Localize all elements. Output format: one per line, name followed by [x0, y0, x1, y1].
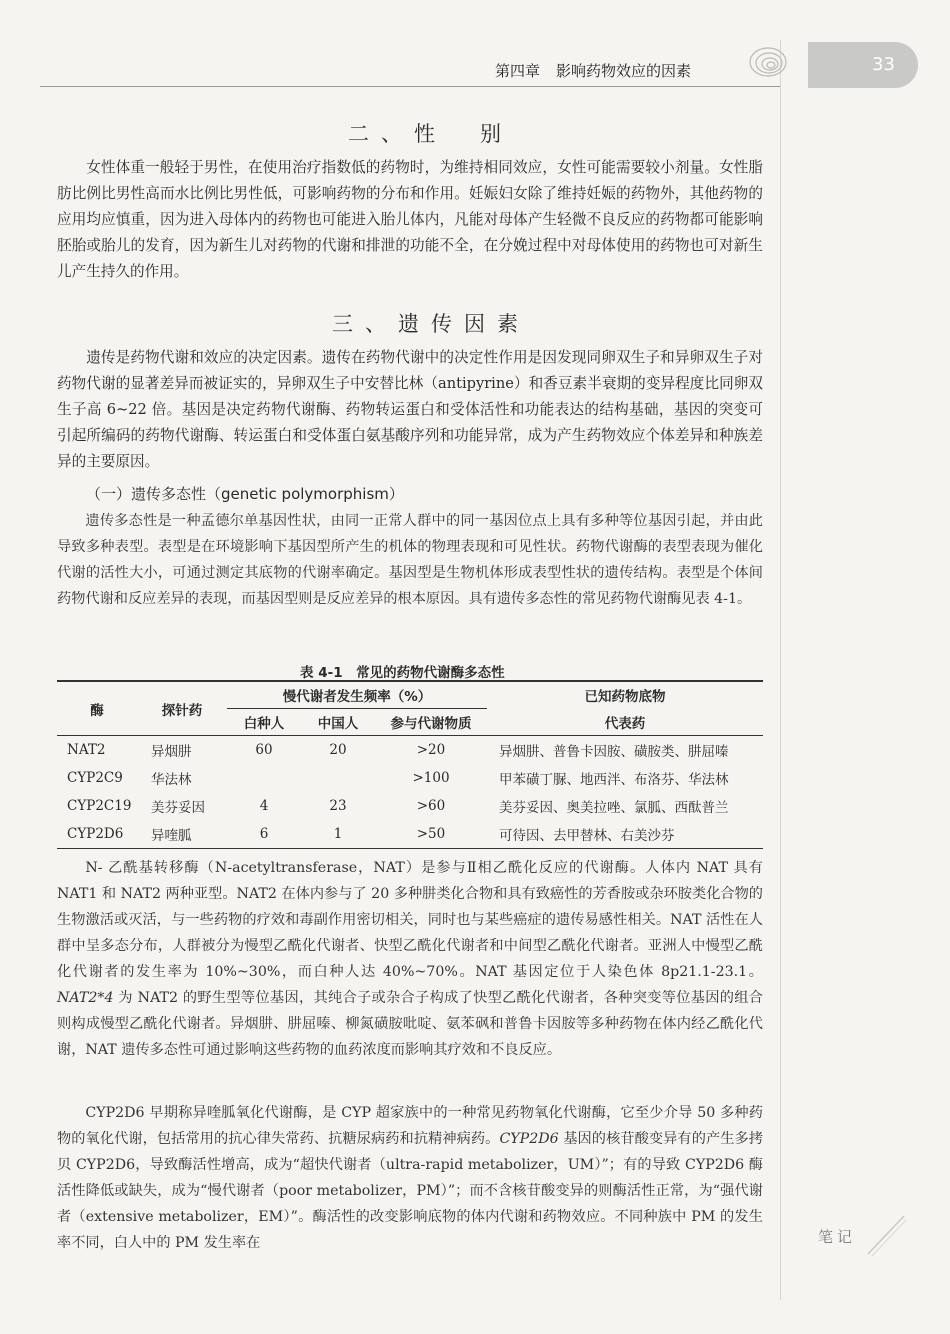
cell-probe: 异烟肼 [151, 744, 192, 760]
cell-probe: 美芬妥因 [151, 800, 205, 816]
table-caption: 表 4-1 常见的药物代谢酶多态性 [300, 665, 505, 681]
cell-involved: >100 [412, 770, 450, 786]
cell-probe: 异喹胍 [151, 828, 192, 844]
header-probe: 探针药 [137, 681, 227, 736]
header-white: 白种人 [227, 709, 301, 736]
margin-note: 笔记 [818, 1228, 857, 1246]
cell-involved: >60 [416, 798, 446, 814]
cyp-text-2: 基因的核苷酸变异有的产生多拷贝 CYP2D6，导致酶活性增高，成为“超快代谢者（ultra-rapid metabolizer，UM）”；有的导致 CYP2D6 酶活性降低或缺失，成为“慢代谢者（poor metabolizer，PM）”；而不含核苷酸变异的则酶活性正常，为“强代谢者（extensive metabolizer，EM）”。酶活性的改变影响底物的体内代谢和药物效应。不同种族中 PM 的发生率不同，白人中的 PM 发生率在 [57, 1131, 763, 1251]
page-number: 33 [872, 54, 895, 75]
gender-paragraph: 女性体重一般轻于男性，在使用治疗指数低的药物时，为维持相同效应，女性可能需要较小剂量。女性脂肪比例比男性高而水比例比男性低，可影响药物的分布和作用。妊娠妇女除了维持妊娠的药物外，其他药物的应用均应慎重，因为进入母体内的药物也可能进入胎儿体内，凡能对母体产生轻微不良反应的药物都可能影响胚胎或胎儿的发育，因为新生儿对药物的代谢和排泄的功能不全，在分娩过程中对母体使用的药物也可对新生儿产生持久的作用。 [57, 159, 763, 280]
cell-enzyme: CYP2C19 [67, 798, 132, 814]
cell-chinese [301, 764, 375, 792]
cell-chinese: 23 [329, 798, 347, 814]
table-row [57, 820, 763, 849]
cell-drugs: 异烟肼、普鲁卡因胺、磺胺类、肼屈嗪 [499, 744, 729, 760]
cell-white: 4 [259, 798, 269, 814]
table-row [57, 736, 763, 765]
cell-chinese: 20 [329, 742, 347, 758]
cell-involved: >50 [416, 826, 446, 842]
margin-line [780, 40, 781, 1300]
section-title-genetics: 三、遗传因素 [332, 312, 530, 336]
cell-enzyme: CYP2C9 [67, 770, 123, 786]
cell-involved: >20 [416, 742, 446, 758]
cell-drugs: 美芬妥因、奥美拉唑、氯胍、西酞普兰 [499, 800, 729, 816]
table-row [57, 792, 763, 820]
cell-chinese: 1 [333, 826, 343, 842]
section-title-gender: 二、性 别 [348, 122, 513, 146]
enzyme-polymorphism-table [57, 680, 763, 849]
table-row [57, 764, 763, 792]
cyp2d6-paragraph [57, 1100, 763, 1256]
cell-white [227, 764, 301, 792]
chapter-title: 影响药物效应的因素 [556, 62, 692, 80]
swirl-ornament-icon [742, 40, 790, 88]
pen-icon [860, 1210, 910, 1260]
nat-gene-italic: NAT2*4 [57, 990, 114, 1006]
polymorphism-paragraph: 遗传多态性是一种孟德尔单基因性状，由同一正常人群中的同一基因位点上具有多种等位基因引起，并由此导致多种表型。表型是在环境影响下基因型所产生的机体的物理表现和可见性状。药物代谢酶的表型表现为催化代谢的活性大小，可通过测定其底物的代谢率确定。基因型是生物机体形成表型性状的遗传结构。表型是个体间药物代谢和反应差异的表现，而基因型则是反应差异的根本原因。具有遗传多态性的常见药物代谢酶见表 4-1。 [57, 513, 763, 607]
cyp-gene-italic: CYP2D6 [499, 1131, 559, 1147]
header-slow-frequency: 慢代谢者发生频率（%） [227, 681, 487, 709]
nat-text-1: N- 乙酰基转移酶（N-acetyltransferase，NAT）是参与Ⅱ相乙酰化反应的代谢酶。人体内 NAT 具有 NAT1 和 NAT2 两种亚型。NAT2 在体内参与了 20 多种肼类化合物和具有致癌性的芳香胺或杂环胺类化合物的生物激活或灭活，与一些药物的疗效和毒副作用密切相关，同时也与某些癌症的遗传易感性相关。NAT 活性在人群中呈多态分布，人群被分为慢型乙酰化代谢者、快型乙酰化代谢者和中间型乙酰化代谢者。亚洲人中慢型乙酰化代谢者的发生率为 10%~30%，而白种人达 40%~70%。NAT 基因定位于人染色体 8p21.1-23.1。 [57, 860, 763, 980]
nat-paragraph [57, 855, 763, 1063]
cell-white: 60 [255, 742, 273, 758]
cell-probe: 华法林 [151, 772, 192, 788]
header-rule [40, 86, 780, 87]
genetics-paragraph: 遗传是药物代谢和效应的决定因素。遗传在药物代谢中的决定性作用是因发现同卵双生子和异卵双生子对药物代谢的显著差异而被证实的，异卵双生子中安替比林（antipyrine）和香豆素半衰期的变异程度比同卵双生子高 6~22 倍。基因是决定药物代谢酶、药物转运蛋白和受体活性和功能表达的结构基础，基因的突变可引起所编码的药物代谢酶、转运蛋白和受体蛋白氨基酸序列和功能异常，成为产生药物效应个体差异和种族差异的主要原因。 [57, 349, 763, 470]
cell-drugs: 可待因、去甲替林、右美沙芬 [499, 828, 675, 844]
chapter-label: 第四章 [495, 62, 541, 80]
subsection-title-polymorphism: （一）遗传多态性（genetic polymorphism） [86, 485, 404, 503]
page-tab [808, 42, 918, 88]
cell-white: 6 [259, 826, 269, 842]
header-known-substrate: 已知药物底物 [584, 689, 666, 706]
cell-enzyme: CYP2D6 [67, 826, 124, 842]
header-enzyme: 酶 [57, 681, 137, 736]
header-representative: 代表药 [487, 709, 763, 736]
cell-enzyme: NAT2 [67, 742, 106, 758]
cyp-text-1: CYP2D6 早期称异喹胍氧化代谢酶，是 CYP 超家族中的一种常见药物氧化代谢酶，它至少介导 50 多种药物的氧化代谢，包括常用的抗心律失常药、抗糖尿病药和抗精神病药。 [57, 1105, 763, 1147]
header-chinese: 中国人 [301, 709, 375, 736]
nat-text-2: 为 NAT2 的野生型等位基因，其纯合子或杂合子构成了快型乙酰化代谢者，各种突变等位基因的组合则构成慢型乙酰化代谢者。异烟肼、肼屈嗪、柳氮磺胺吡啶、氨苯砜和普鲁卡因胺等多种药物在体内经乙酰化代谢，NAT 遗传多态性可通过影响这些药物的血药浓度而影响其疗效和不良反应。 [57, 990, 763, 1058]
header-involved: 参与代谢物质 [375, 709, 487, 736]
cell-drugs: 甲苯磺丁脲、地西泮、布洛芬、华法林 [499, 772, 729, 788]
